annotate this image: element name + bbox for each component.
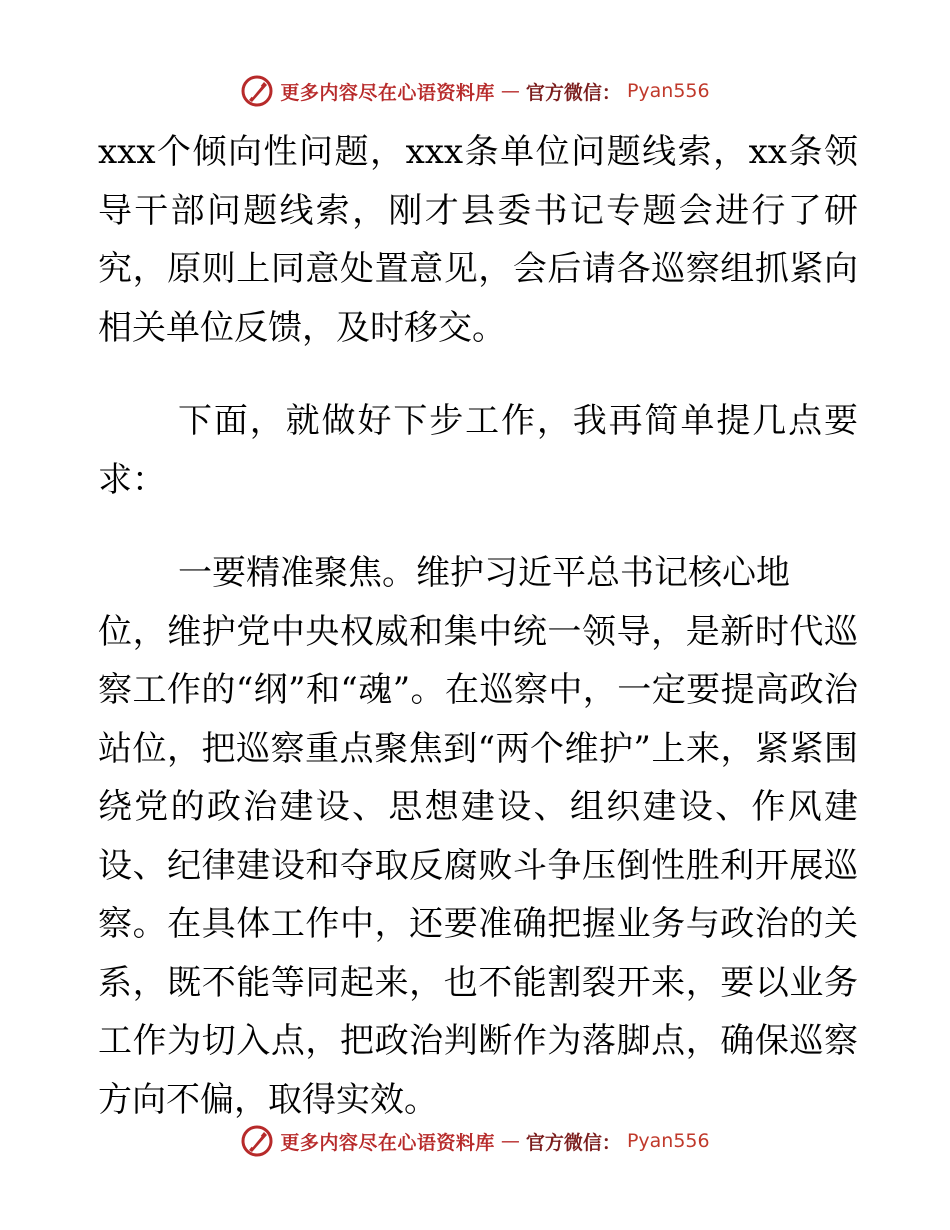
- banner-wechat-label: 官方微信：: [525, 1131, 621, 1154]
- banner-title: 更多内容尽在心语资料库: [280, 1131, 495, 1154]
- banner-dash: —: [500, 80, 520, 102]
- banner-dash: —: [500, 1130, 520, 1152]
- document-body: [98, 123, 858, 1129]
- quill-logo-icon: [240, 1124, 274, 1158]
- header-banner: [0, 71, 950, 111]
- banner-wechat-id: Pyan556: [626, 1130, 710, 1152]
- banner-title: 更多内容尽在心语资料库: [280, 81, 495, 104]
- paragraph-2: 下面，就做好下步工作，我再简单提几点要求：: [98, 401, 858, 500]
- paragraph-3-first-line: 一要精准聚焦。维护习近平总书记核心地: [178, 553, 790, 593]
- banner-wechat-label: 官方微信：: [525, 81, 621, 104]
- quill-logo-icon: [240, 74, 274, 108]
- footer-banner: [0, 1121, 950, 1161]
- banner-wechat-id: Pyan556: [626, 80, 710, 102]
- paragraph-1: xxx个倾向性问题，xxx条单位问题线索，xx条领导干部问题线索，刚才县委书记专题会进行了研究，原则上同意处置意见，会后请各巡察组抓紧向相关单位反馈，及时移交。: [98, 132, 858, 348]
- paragraph-3-body: 位，维护党中央权威和集中统一领导，是新时代巡察工作的“纲”和“魂”。在巡察中，一定要提高政治站位，把巡察重点聚焦到“两个维护”上来，紧紧围绕党的政治建设、思想建设、组织建设、作风建设、纪律建设和夺取反腐败斗争压倒性胜利开展巡察。在具体工作中，还要准确把握业务与政治的关系，既不能等同起来，也不能割裂开来，要以业务工作为切入点，把政治判断作为落脚点，确保巡察方向不偏，取得实效。: [98, 611, 858, 1120]
